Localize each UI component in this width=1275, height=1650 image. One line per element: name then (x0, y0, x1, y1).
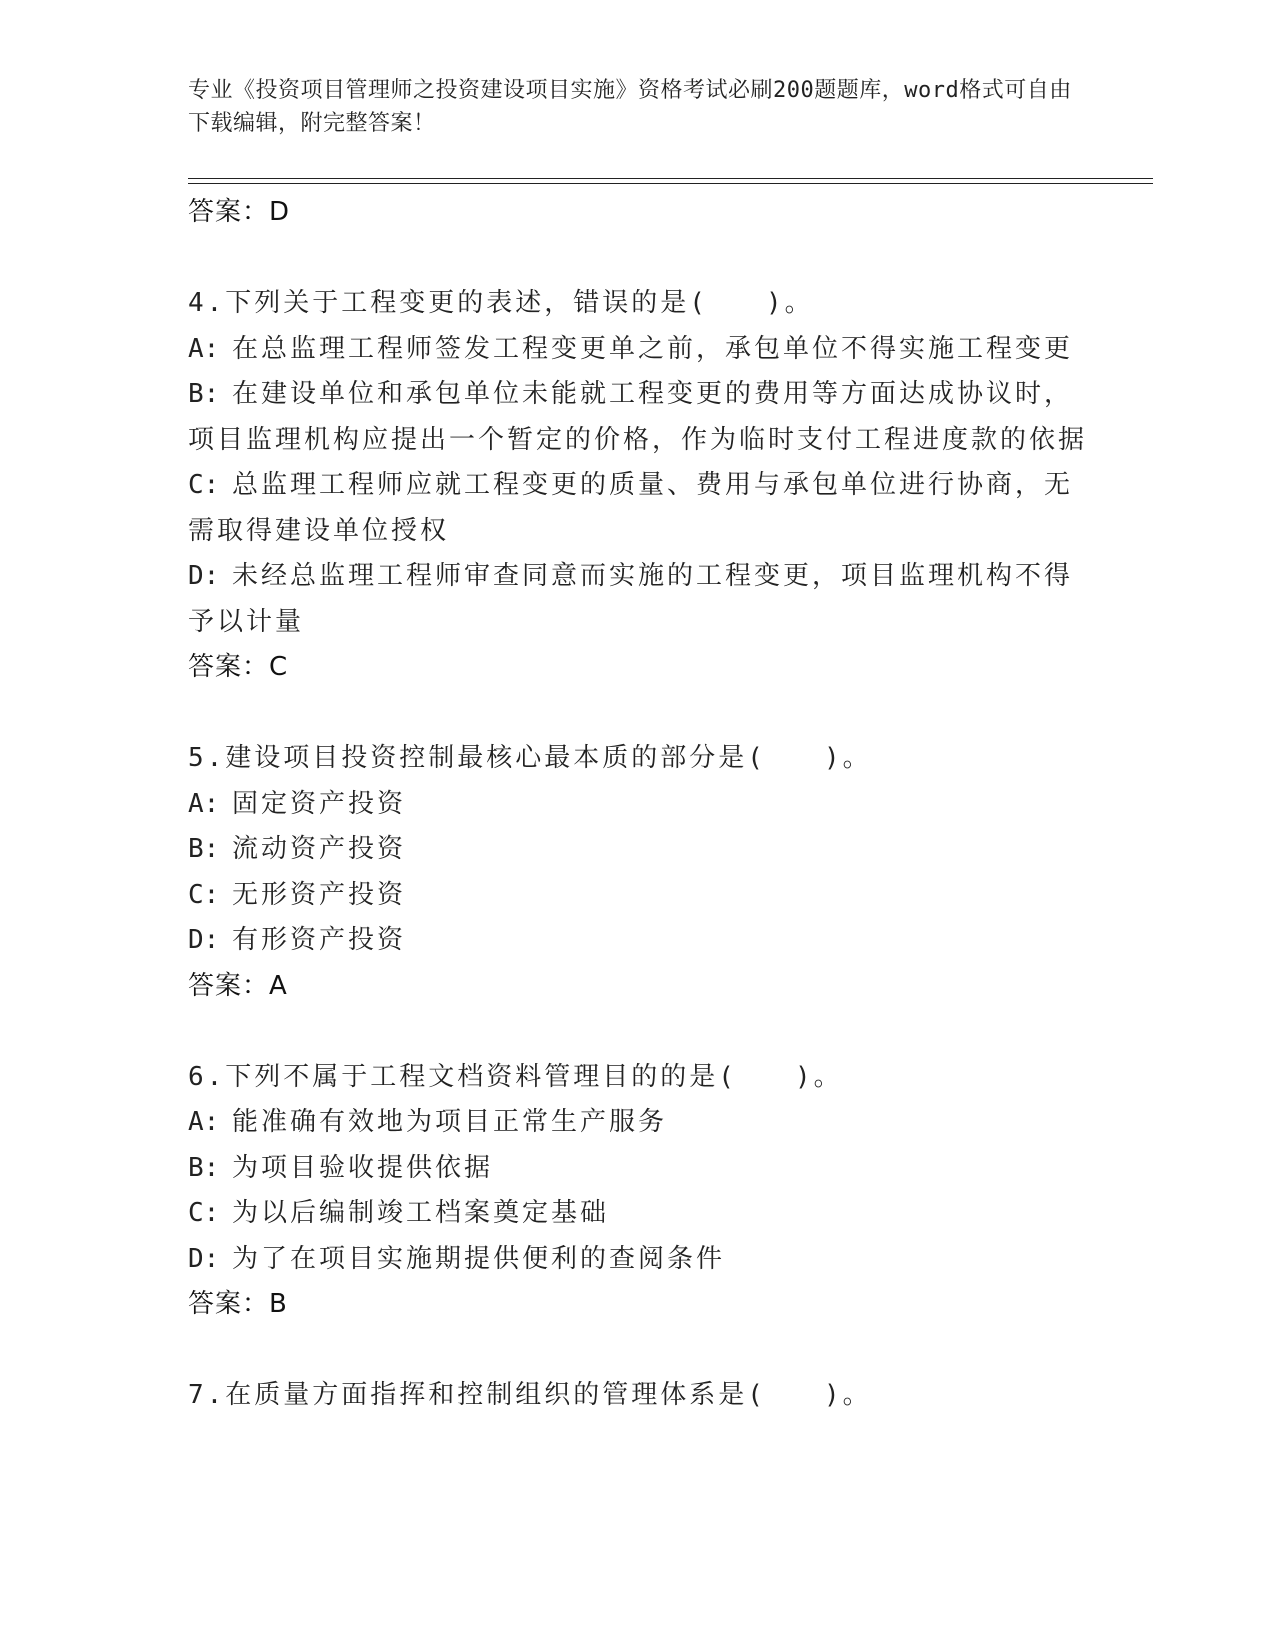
option-label: C: (188, 1198, 220, 1228)
option-text: 在建设单位和承包单位未能就工程变更的费用等方面达成协议时，项目监理机构应提出一个暂定的价格，作为临时支付工程进度款的依据 (188, 379, 1088, 455)
option-a (188, 327, 1088, 373)
question-stem: 7.在质量方面指挥和控制组织的管理体系是( )。 (188, 1380, 872, 1410)
option-a (188, 1100, 1088, 1146)
header-rule-bottom (188, 183, 1153, 184)
answer: 答案：A (188, 970, 288, 1001)
option-text: 在总监理工程师签发工程变更单之前，承包单位不得实施工程变更 (232, 333, 1074, 364)
option-label: C: (188, 879, 220, 910)
question-5 (188, 736, 1088, 1009)
question-stem: 6.下列不属于工程文档资料管理目的的是( )。 (188, 1061, 843, 1092)
question-list (188, 190, 1088, 1419)
spacer (188, 236, 1088, 282)
option-d (188, 1237, 1088, 1283)
option-c (188, 1191, 1088, 1237)
spacer (188, 1328, 1088, 1374)
option-text: 能准确有效地为项目正常生产服务 (232, 1107, 668, 1137)
option-b (188, 1146, 1088, 1192)
option-text: 固定资产投资 (232, 788, 407, 819)
option-label: A: (188, 788, 220, 819)
option-text: 为以后编制竣工档案奠定基础 (232, 1198, 610, 1228)
option-text: 流动资产投资 (232, 834, 407, 864)
option-d (188, 554, 1088, 645)
option-text: 总监理工程师应就工程变更的质量、费用与承包单位进行协商，无需取得建设单位授权 (188, 470, 1074, 546)
answer: 答案：C (188, 652, 289, 682)
option-d (188, 918, 1088, 964)
option-text: 有形资产投资 (232, 925, 407, 955)
spacer (188, 1009, 1088, 1055)
option-c (188, 463, 1088, 554)
option-label: D: (188, 561, 220, 591)
previous-answer: 答案：D (188, 197, 291, 227)
question-6 (188, 1055, 1088, 1328)
question-7 (188, 1373, 1088, 1419)
option-label: A: (188, 333, 220, 364)
header-rule-top (188, 178, 1153, 179)
option-text: 无形资产投资 (232, 879, 407, 910)
answer: 答案：B (188, 1289, 288, 1319)
option-b (188, 827, 1088, 873)
option-label: D: (188, 1243, 220, 1274)
document-header: 专业《投资项目管理师之投资建设项目实施》资格考试必刷200题题库，word格式可自由下载编辑，附完整答案！ (188, 78, 1072, 136)
option-a (188, 782, 1088, 828)
question-stem: 4.下列关于工程变更的表述，错误的是( )。 (188, 288, 814, 318)
question-stem: 5.建设项目投资控制最核心最本质的部分是( )。 (188, 743, 872, 773)
option-label: C: (188, 470, 220, 500)
question-4 (188, 281, 1088, 691)
option-c (188, 873, 1088, 919)
option-label: D: (188, 925, 220, 955)
option-label: B: (188, 1152, 220, 1183)
option-text: 为项目验收提供依据 (232, 1152, 494, 1183)
option-label: B: (188, 379, 220, 409)
option-b (188, 372, 1088, 463)
option-label: A: (188, 1107, 220, 1137)
option-label: B: (188, 834, 220, 864)
option-text: 未经总监理工程师审查同意而实施的工程变更，项目监理机构不得予以计量 (188, 561, 1074, 637)
spacer (188, 691, 1088, 737)
option-text: 为了在项目实施期提供便利的查阅条件 (232, 1243, 726, 1274)
